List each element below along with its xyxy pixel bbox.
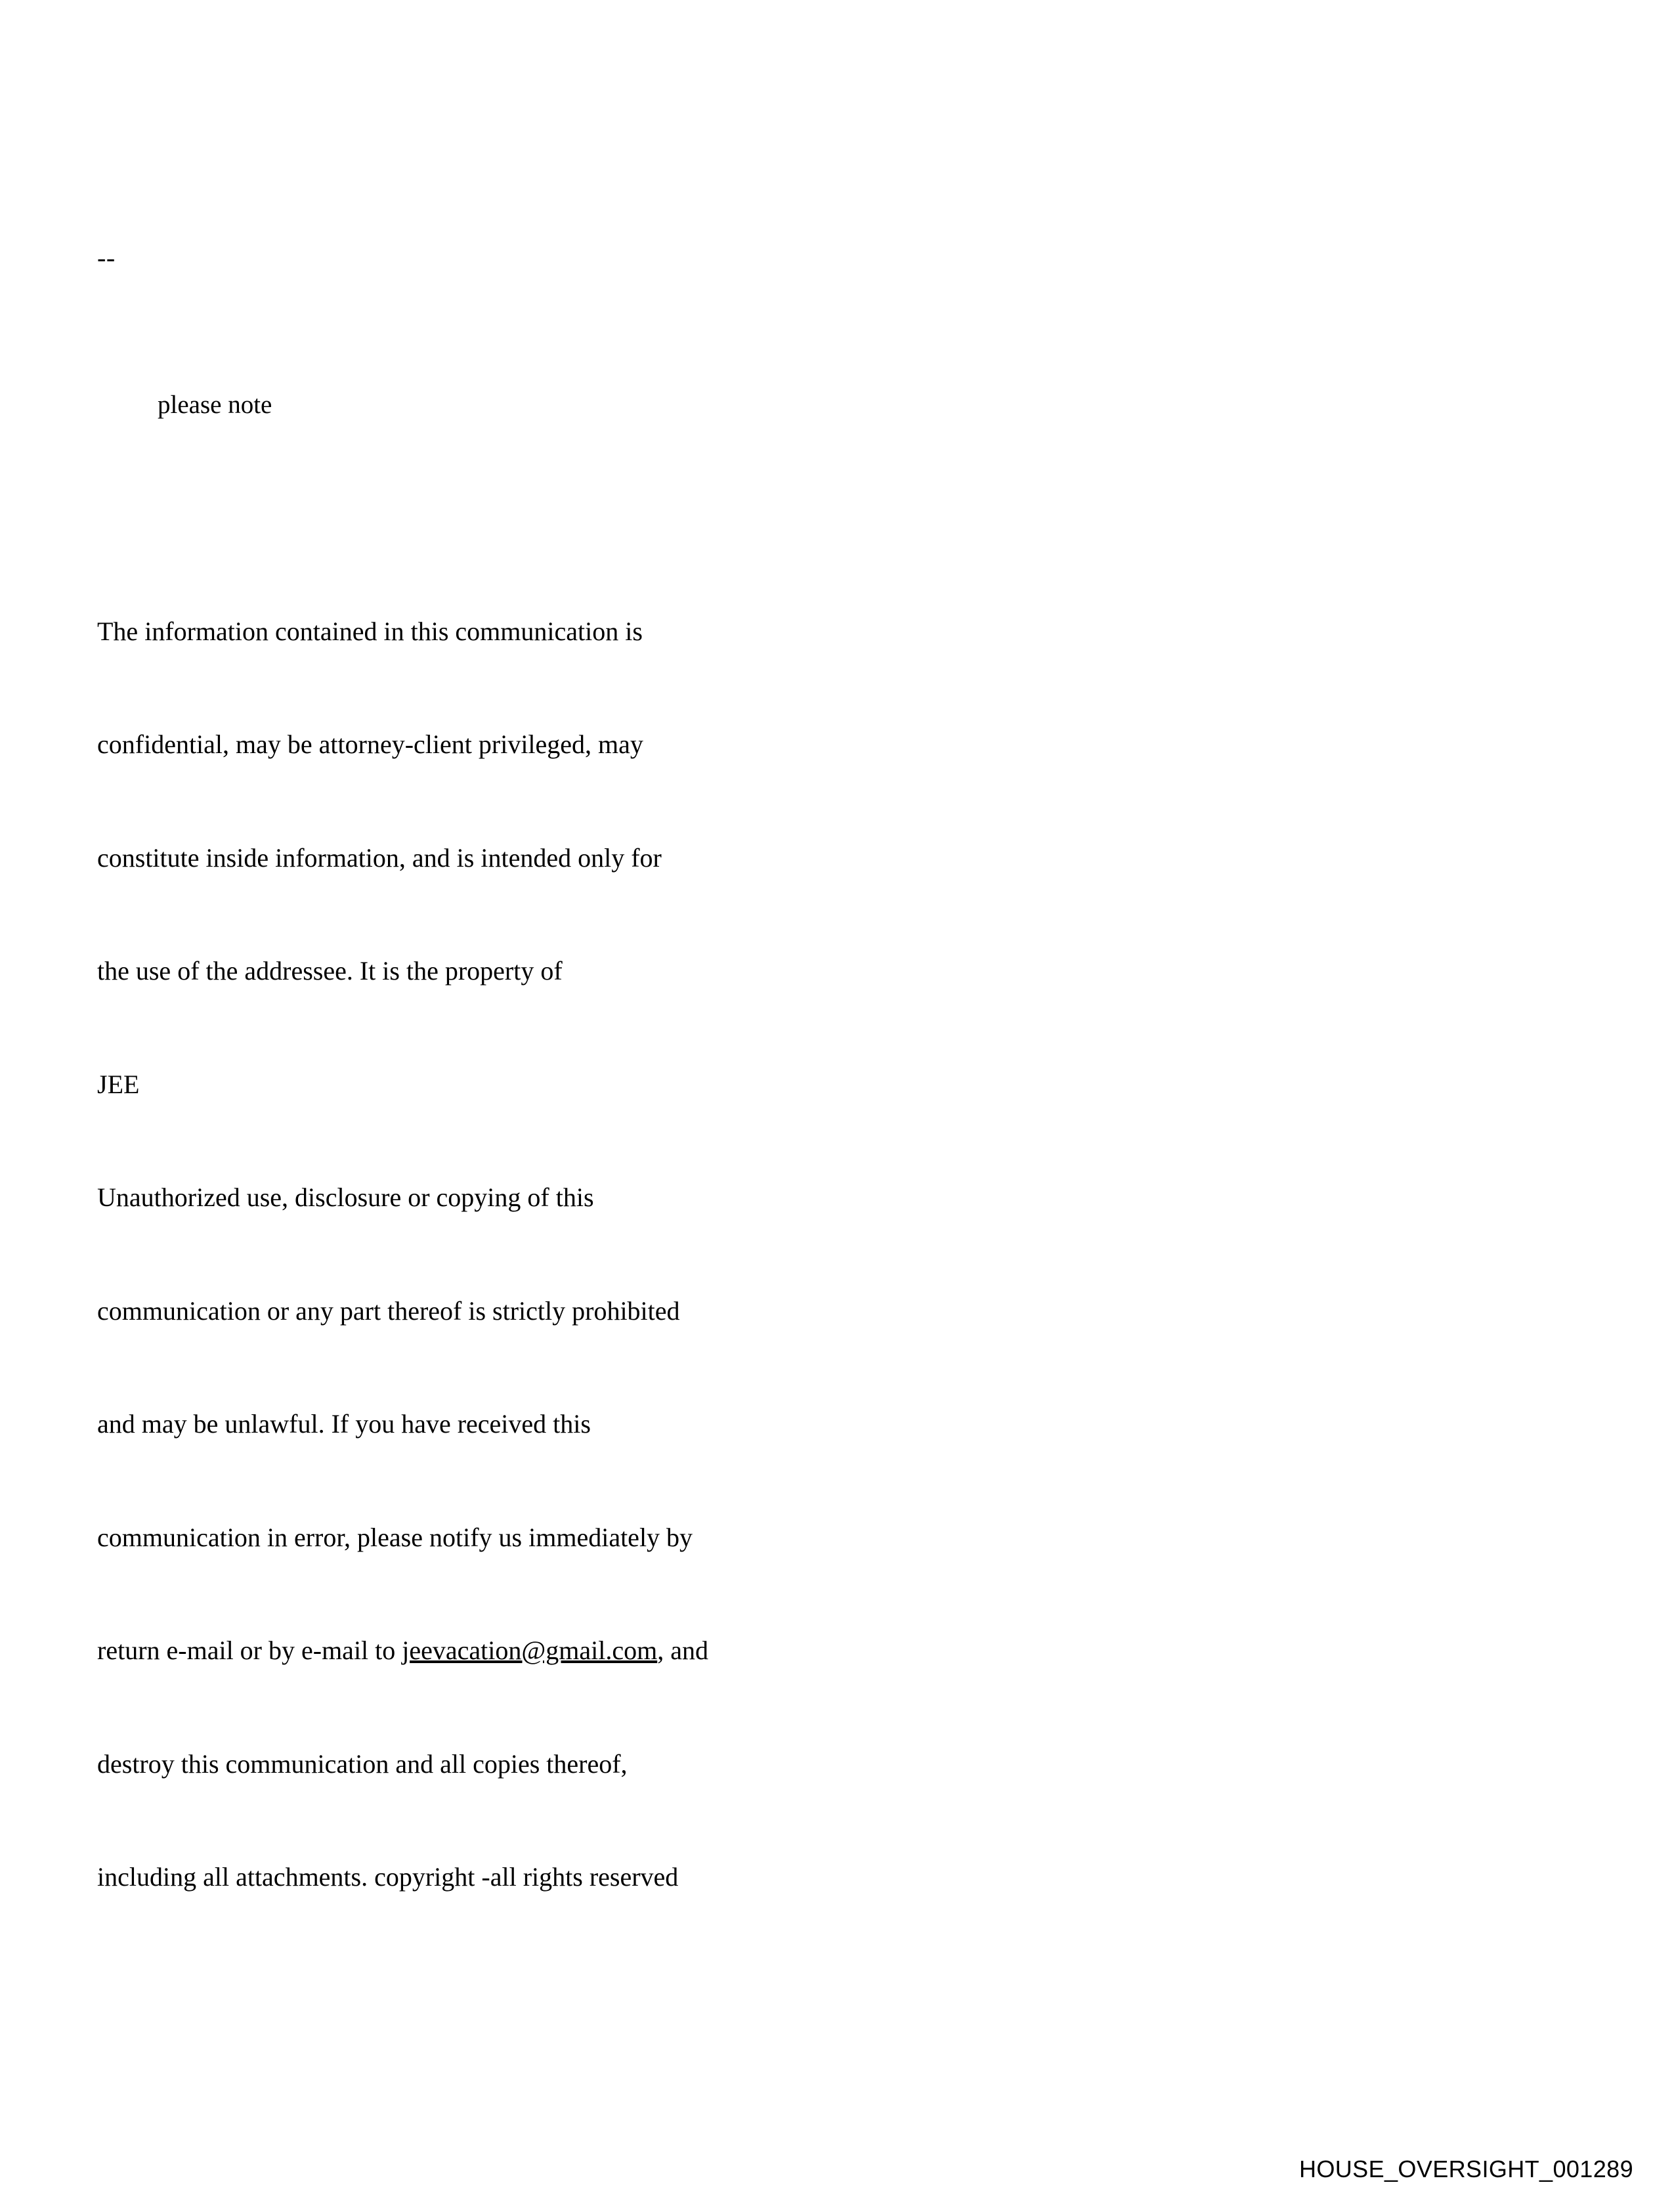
please-note-heading: please note (158, 391, 272, 419)
disclaimer-line: including all attachments. copyright -all rights reserved (97, 1862, 679, 1892)
email-line-prefix: return e-mail or by e-mail to (97, 1636, 402, 1665)
disclaimer-line: constitute inside information, and is intended only for (97, 842, 662, 873)
signature-separator: -- (97, 242, 116, 272)
disclaimer-line: destroy this communication and all copies thereof, (97, 1748, 628, 1779)
contact-email-line (97, 1632, 951, 1670)
disclaimer-line: communication in error, please notify us immediately by (97, 1522, 693, 1552)
email-link[interactable]: jeevacation@gmail.com (402, 1636, 658, 1665)
disclaimer-line: and may be unlawful. If you have received this (97, 1409, 591, 1439)
company-initials-line: JEE (97, 1069, 140, 1099)
disclaimer-line: Unauthorized use, disclosure or copying of this (97, 1182, 594, 1212)
email-disclaimer-block (97, 129, 951, 2085)
disclaimer-line: confidential, may be attorney-client privileged, may (97, 729, 643, 759)
disclaimer-paragraph (97, 537, 951, 1972)
email-line-suffix: , and (657, 1636, 708, 1665)
disclaimer-line: The information contained in this communication is (97, 616, 643, 646)
disclaimer-line: the use of the addressee. It is the property of (97, 956, 563, 986)
bates-stamp: HOUSE_OVERSIGHT_001289 (1298, 2156, 1633, 2182)
disclaimer-line: communication or any part thereof is strictly prohibited (97, 1295, 680, 1326)
